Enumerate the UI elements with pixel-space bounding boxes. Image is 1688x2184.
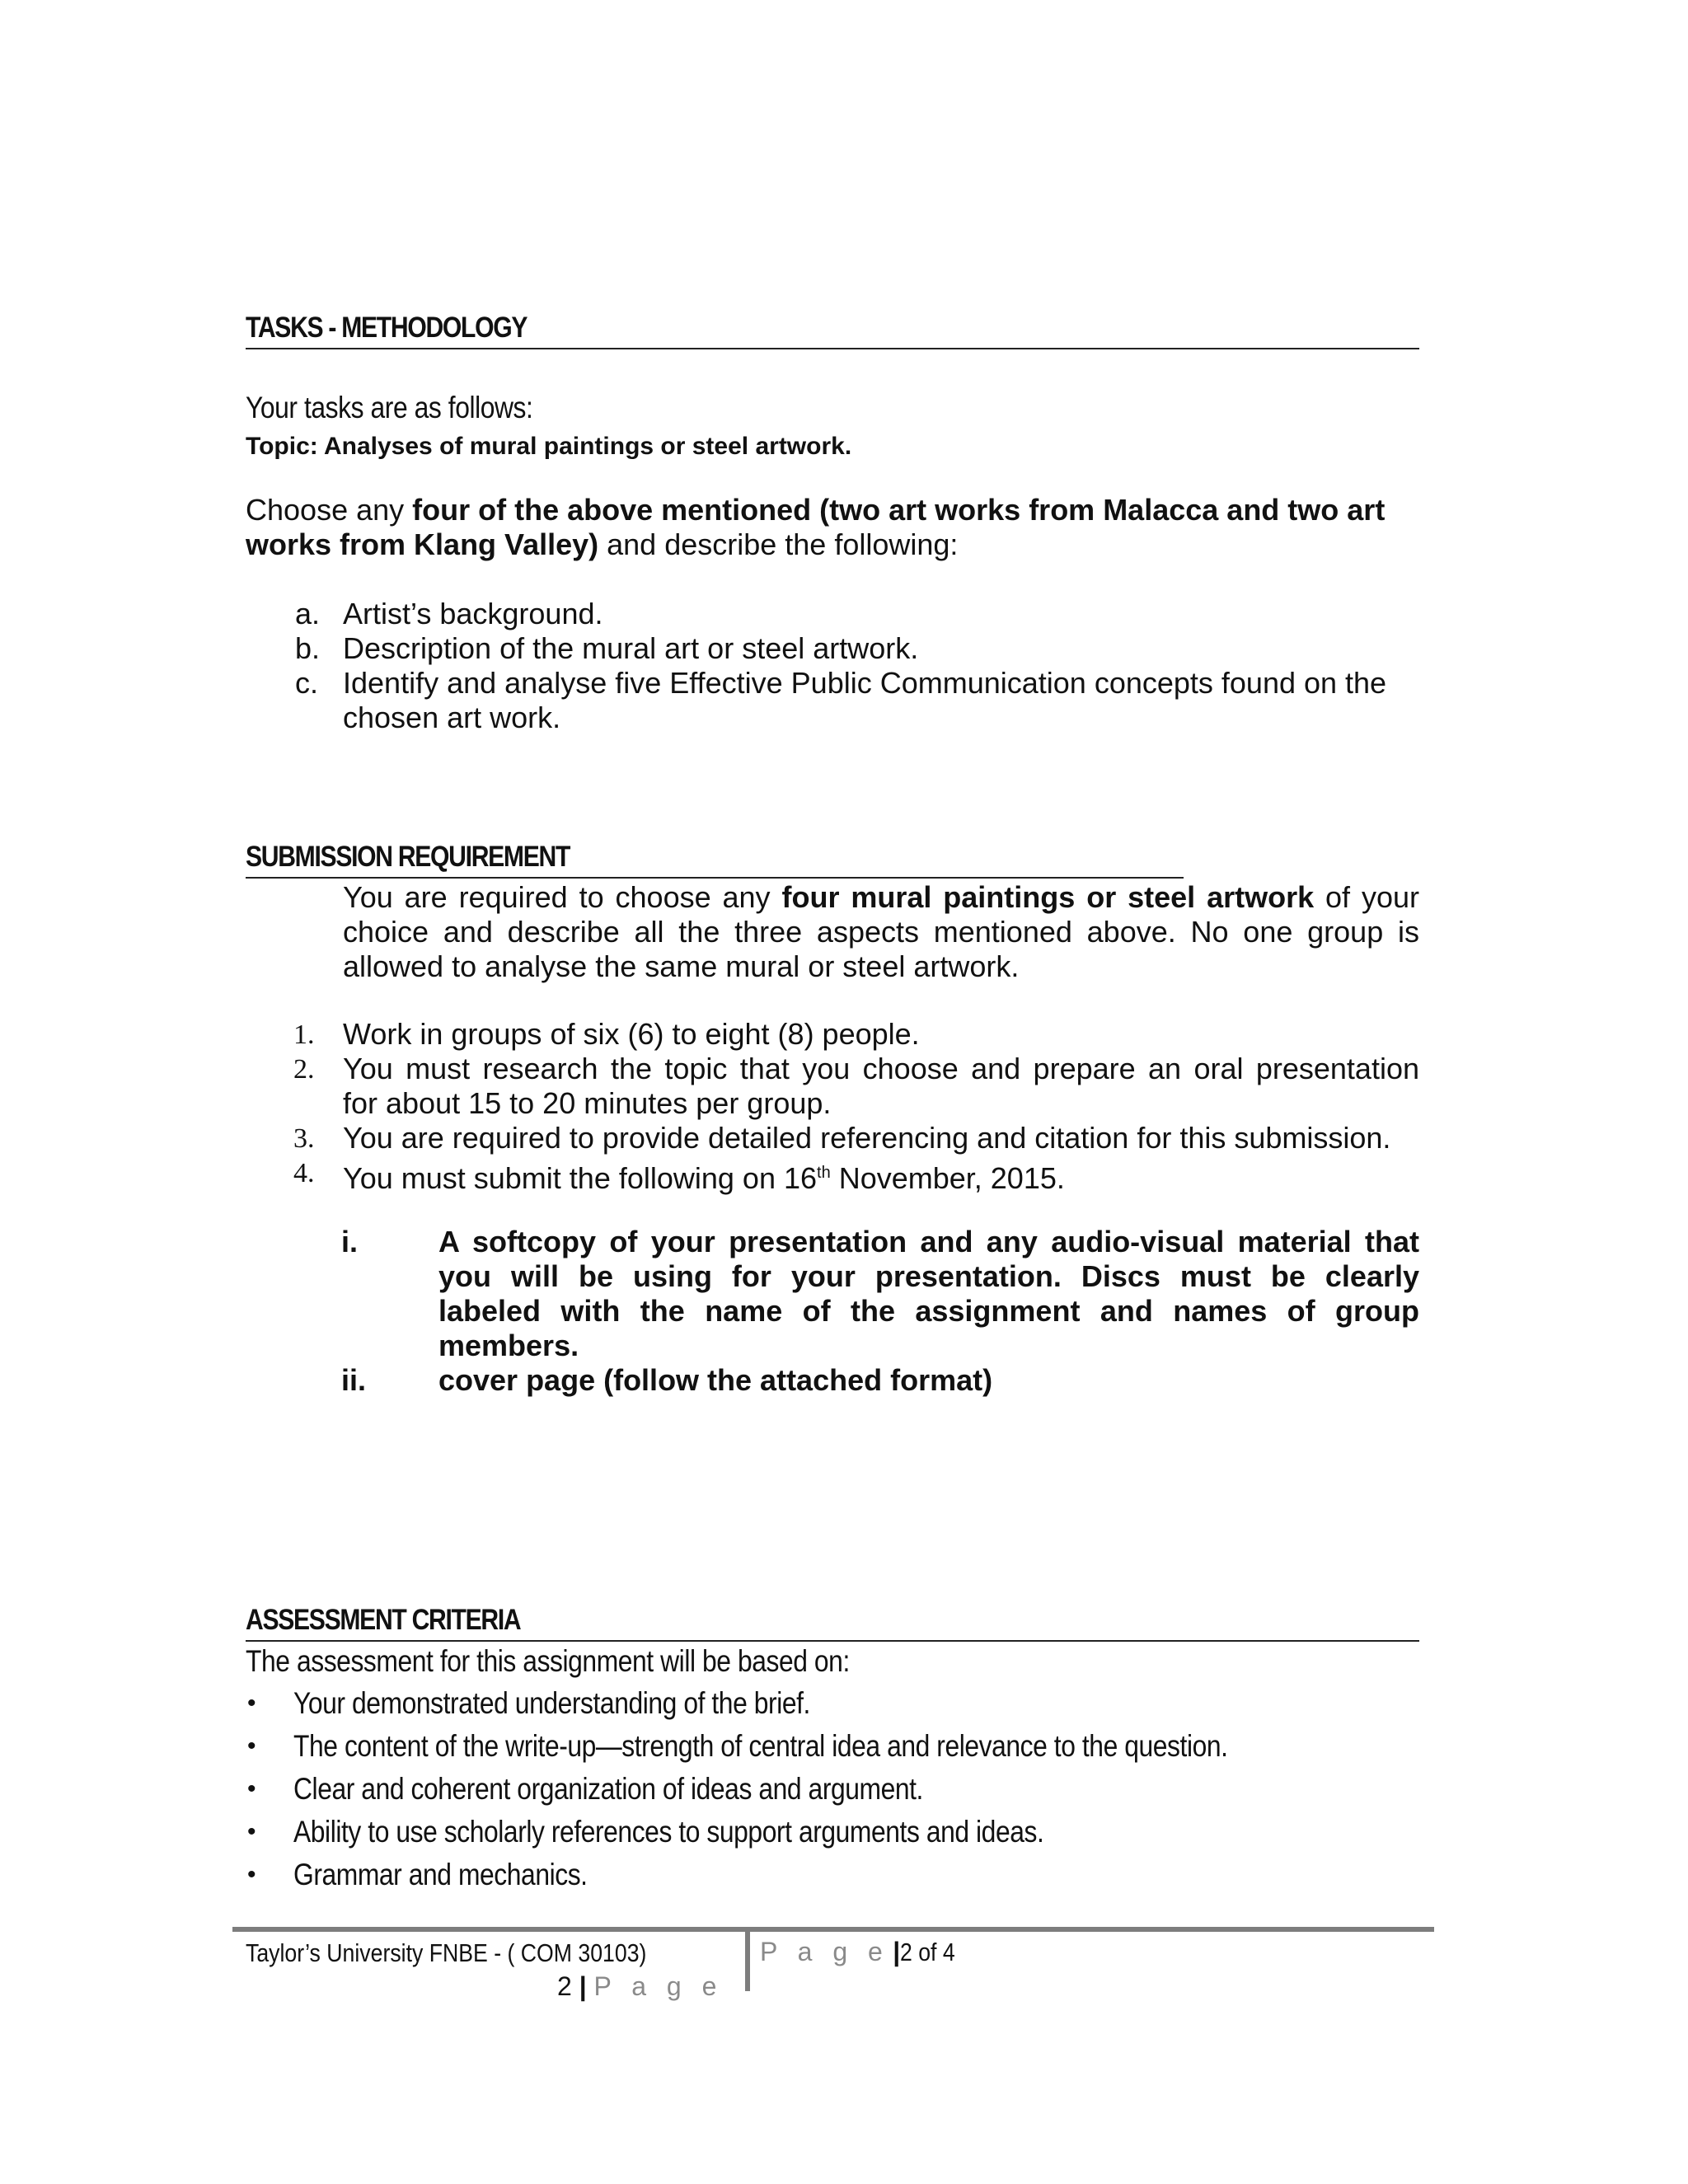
footer-sep: | [579, 1971, 587, 2001]
submit-date-pre: You must submit the following on 16 [343, 1161, 818, 1195]
bullet-icon: • [247, 1861, 256, 1888]
tasks-heading-rule [246, 348, 1419, 349]
footer-right-count: 2 of 4 [900, 1938, 955, 1966]
footer-page-number [557, 1971, 723, 2002]
subitem-text [438, 1225, 1419, 1363]
subitem-text: cover page (follow the attached format) [438, 1363, 993, 1397]
para-3: allowed to analyse the same mural or steel artwork. [343, 949, 1020, 983]
submission-item-marker: 3. [293, 1123, 315, 1154]
tasks-topic: Topic: Analyses of mural paintings or steel artwork. [246, 433, 852, 460]
para-1-post: of your [1314, 880, 1419, 914]
tasks-item-marker: c. [295, 666, 319, 700]
tasks-item-marker: a. [295, 597, 321, 630]
footer-divider [745, 1932, 750, 1991]
bullet-icon: • [247, 1690, 256, 1717]
submission-heading: SUBMISSION REQUIREMENT [246, 841, 570, 873]
submission-item-text: Work in groups of six (6) to eight (8) people. [343, 1017, 920, 1051]
tasks-heading: TASKS - METHODOLOGY [246, 312, 528, 344]
submission-item-marker: 4. [293, 1158, 315, 1188]
submit-date-post: November, 2015. [830, 1161, 1065, 1195]
subitem-marker: i. [341, 1225, 359, 1258]
tasks-intro: Your tasks are as follows: [246, 391, 533, 424]
assessment-intro: The assessment for this assignment will be based on: [246, 1644, 850, 1678]
subitem-line: members. [438, 1329, 579, 1362]
assessment-heading: ASSESSMENT CRITERIA [246, 1604, 521, 1636]
submission-item-text [343, 1155, 1065, 1196]
para-2: choice and describe all the three aspects mentioned above. No one group is [343, 915, 1419, 949]
para-1-pre: You are required to choose any [343, 880, 782, 914]
subitem-line: A softcopy of your presentation and any audio-visual material that [438, 1225, 1419, 1258]
assessment-heading-rule [246, 1640, 1419, 1642]
submission-item-marker: 1. [293, 1019, 315, 1050]
tasks-item-text: Artist’s background. [343, 597, 603, 630]
footer-left-text: Taylor’s University FNBE - ( COM 30103) [246, 1938, 647, 1967]
footer-right-word: P a g e [760, 1937, 889, 1966]
bullet-icon: • [247, 1818, 256, 1845]
submission-paragraph [343, 880, 1419, 984]
bullet-icon: • [247, 1732, 256, 1760]
submission-item-marker: 2. [293, 1054, 315, 1085]
tasks-choose-paragraph [246, 493, 1424, 562]
tasks-item-text: Identify and analyse five Effective Public Communication concepts found on the [343, 666, 1387, 700]
footer-right [760, 1937, 964, 1967]
footer-right-sep: | [893, 1937, 901, 1966]
tasks-item-text: Description of the mural art or steel artwork. [343, 631, 919, 665]
tasks-item-marker: b. [295, 631, 321, 665]
submission-heading-rule [246, 877, 1184, 879]
tasks-item-text-cont: chosen art work. [343, 701, 561, 734]
submission-item-text: You are required to provide detailed referencing and citation for this submission. [343, 1121, 1391, 1155]
footer-rule [232, 1927, 1434, 1932]
choose-suffix: and describe the following: [598, 527, 959, 561]
footer-page-word: P a g e [593, 1971, 724, 2001]
assessment-item: The content of the write-up—strength of central idea and relevance to the question. [293, 1729, 1228, 1763]
choose-prefix: Choose any [246, 493, 413, 527]
assessment-item: Your demonstrated understanding of the brief. [293, 1686, 810, 1720]
choose-bold-2: works from Klang Valley) [246, 527, 599, 561]
bullet-icon: • [247, 1775, 256, 1802]
submission-item-text-cont: for about 15 to 20 minutes per group. [343, 1086, 832, 1120]
choose-bold-1: four of the above mentioned (two art works from Malacca and two art [412, 493, 1386, 527]
subitem-marker: ii. [341, 1363, 367, 1397]
submission-item-text: You must research the topic that you choose and prepare an oral presentation [343, 1052, 1419, 1085]
subitem-line: you will be using for your presentation. Discs must be clearly [438, 1259, 1419, 1293]
assessment-item: Ability to use scholarly references to support arguments and ideas. [293, 1815, 1044, 1849]
assessment-item: Clear and coherent organization of ideas and argument. [293, 1772, 923, 1806]
submit-date-sup: th [817, 1164, 831, 1182]
subitem-line: labeled with the name of the assignment and names of group [438, 1294, 1419, 1328]
assessment-item: Grammar and mechanics. [293, 1858, 588, 1891]
footer-page-num: 2 [557, 1971, 572, 2001]
para-1-bold: four mural paintings or steel artwork [781, 880, 1315, 914]
